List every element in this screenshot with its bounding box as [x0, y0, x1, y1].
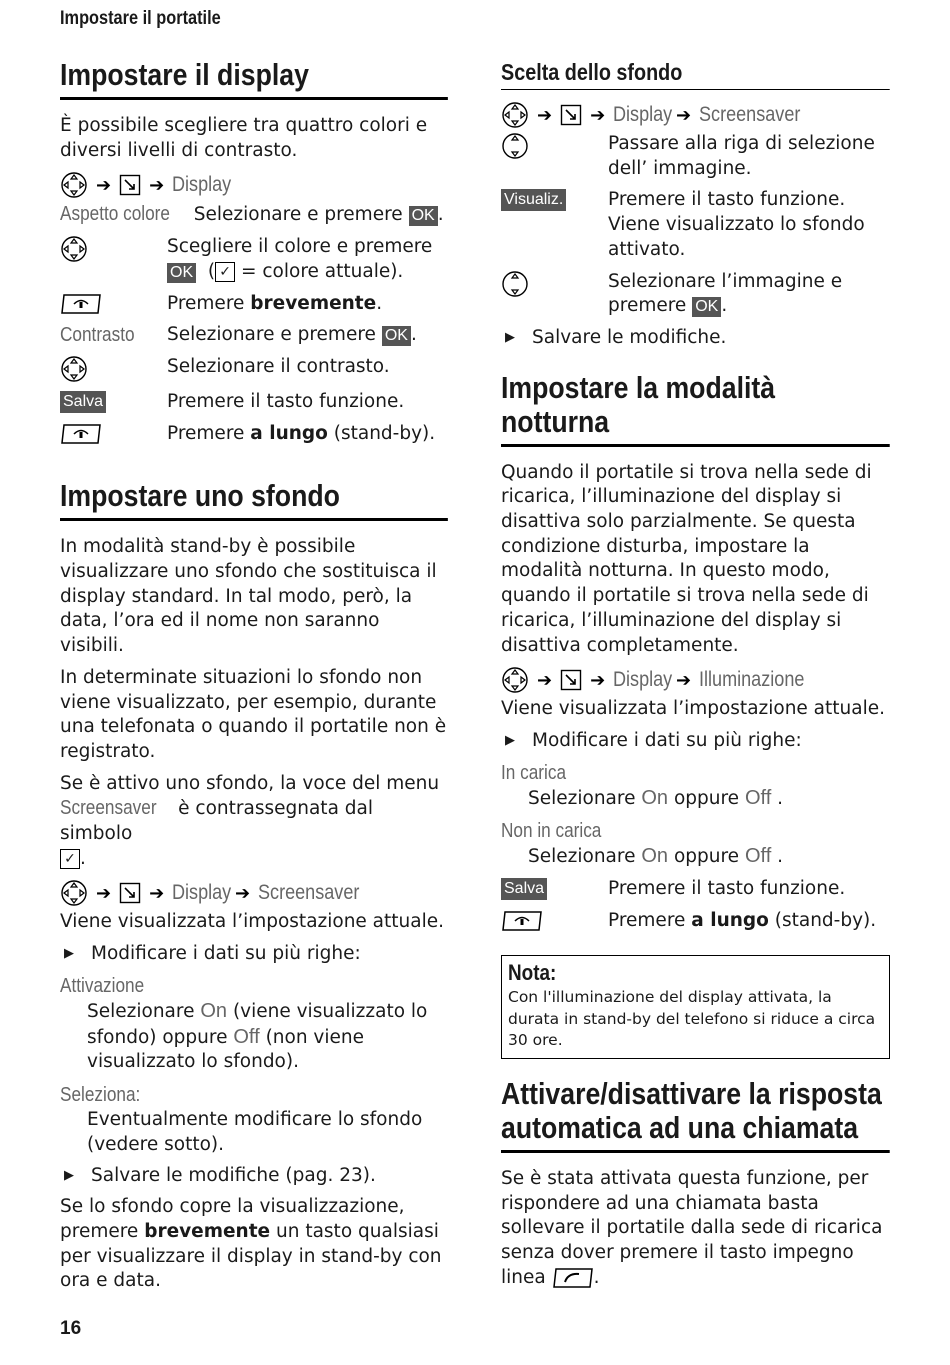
running-header: Impostare il portatile — [60, 8, 221, 29]
sfondo-p3: Se è attivo uno sfondo, la voce del menu Screensaver è contrassegnata dal simbolo ✓ . — [60, 772, 440, 869]
settings-menu-icon — [119, 882, 141, 904]
arrow-icon: ➔ — [149, 882, 165, 904]
visualiz-softkey: Visualiz. — [501, 189, 566, 211]
section-title-notturna: Impostare la modalità notturna — [501, 371, 890, 447]
menu-label: Screensaver — [258, 881, 360, 905]
ok-softkey: OK — [409, 206, 438, 226]
menu-label: Display — [613, 103, 673, 126]
salva-softkey: Salva — [60, 391, 106, 413]
navigation-key-icon — [60, 879, 88, 907]
field-seleziona: Seleziona: — [60, 1083, 141, 1106]
sfondo-p2: In determinate situazioni lo sfondo non viene visualizzato, per esempio, durante una telefonata o quando il portatile non è registrato. — [60, 666, 447, 762]
bullet-modify: ▶ Modificare i dati su più righe: — [60, 942, 448, 967]
menu-path-display — [60, 170, 448, 200]
arrow-icon: ➔ — [96, 882, 112, 904]
section-title-sfondo: Impostare uno sfondo — [60, 479, 448, 521]
note-box — [501, 955, 890, 1059]
in-carica-desc: Selezionare On oppure Off . — [528, 786, 784, 809]
row-scelta-2: Visualiz. Premere il tasto funzione. Viene visualizzato lo sfondo attivato. — [501, 188, 890, 262]
menu-path-screensaver — [60, 878, 448, 908]
notturna-current-setting: Viene visualizzata l’impostazione attuale. — [501, 698, 885, 720]
end-call-key-icon — [501, 910, 543, 932]
arrow-icon: ➔ — [537, 669, 553, 691]
note-body: Con l'illuminazione del display attivata, la durata in stand-by del telefono si riduce a circa 30 ore. — [508, 988, 876, 1050]
settings-menu-icon — [560, 669, 582, 691]
bullet-triangle-icon: ▶ — [505, 329, 515, 345]
navigation-key-icon — [60, 355, 88, 383]
risposta-p1: Se è stata attivata questa funzione, per rispondere ad una chiamata basta sollevare il portatile dalla sede di ricarica senza dover premere il tasto impegno linea . — [501, 1167, 883, 1288]
field-attivazione: Attivazione — [60, 974, 145, 997]
arrow-icon: ➔ — [590, 104, 606, 126]
menu-item-aspetto-colore: Aspetto colore — [60, 203, 170, 226]
page-number: 16 — [60, 1318, 82, 1339]
menu-path-scelta — [501, 100, 890, 130]
row-press-long-notturna: Premere a lungo (stand-by). — [501, 909, 890, 934]
row-salva-notturna: Salva Premere il tasto funzione. — [501, 877, 890, 902]
right-column — [501, 58, 890, 1297]
menu-label: Illuminazione — [699, 668, 805, 692]
arrow-icon: ➔ — [96, 174, 112, 196]
menu-item-contrasto: Contrasto — [60, 324, 135, 347]
field-non-in-carica: Non in carica — [501, 820, 602, 843]
sfondo-p4: Se lo sfondo copre la visualizzazione, premere brevemente un tasto qualsiasi per visualizzare il display in stand-by con ora e data. — [60, 1196, 442, 1292]
arrow-icon: ➔ — [537, 104, 553, 126]
salva-softkey: Salva — [501, 878, 547, 900]
menu-label: Display — [613, 668, 673, 692]
settings-menu-icon — [560, 104, 582, 126]
checkmark-icon: ✓ — [60, 849, 80, 869]
ok-softkey: OK — [692, 297, 721, 317]
arrow-icon: ➔ — [590, 669, 606, 691]
menu-label: Screensaver — [699, 103, 801, 126]
left-column — [60, 58, 448, 1301]
section-title-scelta: Scelta dello sfondo — [501, 58, 890, 90]
row-scelta-3: Selezionare l’immagine e premere OK . — [501, 270, 890, 319]
end-call-key-icon — [60, 293, 102, 315]
navigation-key-icon — [501, 132, 529, 160]
checkmark-icon: ✓ — [215, 262, 235, 282]
navigation-key-icon — [501, 270, 529, 298]
display-intro: È possibile scegliere tra quattro colori e diversi livelli di contrasto. — [60, 115, 428, 161]
menu-item-screensaver: Screensaver — [60, 797, 157, 820]
row-aspetto-colore: Aspetto colore Selezionare e premere OK . — [60, 203, 444, 226]
row-contrast: Contrasto Selezionare e premere OK . — [60, 324, 417, 347]
row-select-contrast: Selezionare il contrasto. — [60, 355, 448, 383]
bullet-triangle-icon: ▶ — [64, 946, 74, 962]
menu-label: Display — [172, 173, 232, 197]
row-press-short: Premere brevemente. — [60, 292, 448, 317]
bullet-modify-notturna: ▶ Modificare i dati su più righe: — [501, 729, 890, 754]
row-press-long: Premere a lungo (stand-by). — [60, 422, 448, 447]
bullet-save-scelta: ▶ Salvare le modifiche. — [501, 326, 890, 351]
ok-softkey: OK — [167, 263, 196, 283]
menu-label: Display — [172, 881, 232, 905]
arrow-icon: ➔ — [676, 104, 692, 126]
menu-path-illuminazione — [501, 665, 890, 695]
navigation-key-icon — [501, 101, 529, 129]
arrow-icon: ➔ — [235, 882, 251, 904]
non-in-carica-desc: Selezionare On oppure Off . — [528, 845, 784, 868]
note-title: Nota: — [508, 960, 557, 986]
row-scelta-1: Passare alla riga di selezione dell’ immagine. — [501, 132, 890, 181]
sfondo-current-setting: Viene visualizzata l’impostazione attuale. — [60, 911, 444, 933]
talk-key-icon — [552, 1267, 594, 1289]
section-title-risposta: Attivare/disattivare la risposta automatica ad una chiamata — [501, 1077, 890, 1153]
notturna-p1: Quando il portatile si trova nella sede di ricarica, l’illuminazione del display si disattiva solo parzialmente. Se questa condizione disturba, impostare la modalità notturna. In questo modo, quando il portatile si trova nella sede di ricarica, l’illuminazione del display si disattiva completamente. — [501, 461, 872, 656]
row-choose-color: Scegliere il colore e premere OK ( ✓ = colore attuale). — [60, 235, 448, 284]
bullet-triangle-icon: ▶ — [64, 1168, 74, 1184]
arrow-icon: ➔ — [149, 174, 165, 196]
seleziona-desc: Eventualmente modificare lo sfondo (vedere sotto). — [87, 1108, 423, 1155]
arrow-icon: ➔ — [676, 669, 692, 691]
attivazione-desc: Selezionare On (viene visualizzato lo sfondo) oppure Off (non viene visualizzato lo sfondo). — [87, 999, 428, 1073]
bullet-save: ▶ Salvare le modifiche (pag. 23). — [60, 1164, 448, 1189]
ok-softkey: OK — [382, 326, 411, 346]
settings-menu-icon — [119, 174, 141, 196]
row-salva: Salva Premere il tasto funzione. — [60, 390, 448, 415]
navigation-key-icon — [60, 171, 88, 199]
field-in-carica: In carica — [501, 761, 567, 784]
sfondo-p1: In modalità stand-by è possibile visualizzare uno sfondo che sostituisca il display standard. In tal modo, però, la data, l’ora ed il nome non saranno visibili. — [60, 536, 437, 657]
navigation-key-icon — [501, 666, 529, 694]
navigation-key-icon — [60, 235, 88, 263]
bullet-triangle-icon: ▶ — [505, 732, 515, 748]
section-title-display: Impostare il display — [60, 58, 448, 100]
end-call-key-icon — [60, 423, 102, 445]
